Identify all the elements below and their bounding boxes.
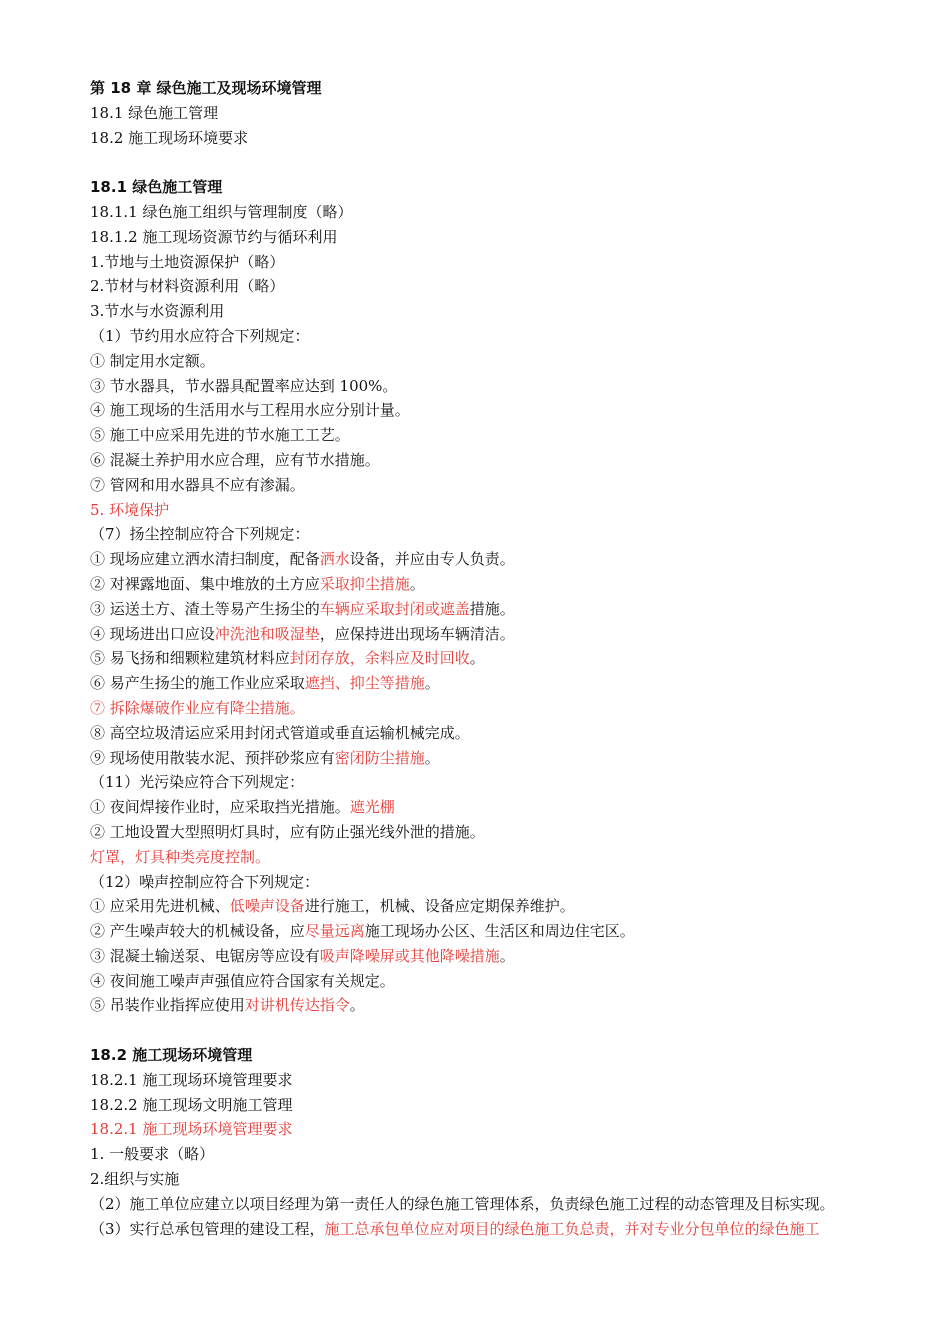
text-segment: 第 18 章 绿色施工及现场环境管理 <box>90 79 322 97</box>
text-segment: 2.节材与材料资源利用（略） <box>90 277 285 296</box>
text-segment: 。 <box>499 946 515 965</box>
text-segment: （7）扬尘控制应符合下列规定： <box>90 525 310 544</box>
text-segment: ② 工地设置大型照明灯具时，应有防止强光线外泄的措施。 <box>90 822 485 841</box>
text-segment: （1）节约用水应符合下列规定： <box>90 326 310 345</box>
text-segment: 18.1 绿色施工管理 <box>90 103 219 122</box>
text-segment: ③ 运送土方、渣土等易产生扬尘的 <box>90 599 320 618</box>
highlighted-text: 车辆应采取封闭或遮盖 <box>319 599 470 618</box>
text-line <box>90 770 890 795</box>
text-line <box>90 1167 890 1192</box>
text-segment: 设备，并应由专人负责。 <box>349 550 515 569</box>
text-segment: ③ 节水器具，节水器具配置率应达到 100%。 <box>90 376 398 395</box>
text-segment: 1.节地与土地资源保护（略） <box>90 252 285 271</box>
text-segment: 施工现场办公区、生活区和周边住宅区。 <box>364 922 635 941</box>
text-line <box>90 919 890 944</box>
text-line <box>90 498 890 523</box>
section-heading <box>90 175 890 200</box>
text-line <box>90 944 890 969</box>
text-line <box>90 547 890 572</box>
text-line <box>90 597 890 622</box>
highlighted-text: 5. 环境保护 <box>90 500 170 519</box>
text-segment: ④ 现场进出口应设 <box>90 624 215 643</box>
text-segment: 18.1 绿色施工管理 <box>90 178 223 197</box>
text-line <box>90 1217 890 1242</box>
text-segment: 18.1.2 施工现场资源节约与循环利用 <box>90 227 338 246</box>
text-line <box>90 646 890 671</box>
text-segment: 18.1.1 绿色施工组织与管理制度（略） <box>90 202 353 221</box>
text-line <box>90 746 890 771</box>
text-line <box>90 696 890 721</box>
text-line <box>90 299 890 324</box>
text-segment: ① 应采用先进机械、 <box>90 897 230 916</box>
text-line <box>90 671 890 696</box>
text-segment: 。 <box>424 674 440 693</box>
text-segment: 。 <box>424 748 440 767</box>
text-line <box>90 225 890 250</box>
text-line <box>90 622 890 647</box>
text-line <box>90 101 890 126</box>
text-line <box>90 993 890 1018</box>
highlighted-text: 低噪声设备 <box>229 897 305 916</box>
text-line <box>90 473 890 498</box>
highlighted-text: 采取抑尘措施 <box>319 574 410 593</box>
highlighted-text: 封闭存放，余料应及时回收 <box>289 649 470 668</box>
text-segment: ⑤ 施工中应采用先进的节水施工工艺。 <box>90 426 350 445</box>
text-line <box>90 1093 890 1118</box>
highlighted-text: 冲洗池和吸湿垫 <box>214 624 320 643</box>
text-segment: ⑧ 高空垃圾清运应采用封闭式管道或垂直运输机械完成。 <box>90 723 470 742</box>
text-segment: ③ 混凝土输送泵、电锯房等应设有 <box>90 946 320 965</box>
text-segment: （3）实行总承包管理的建设工程， <box>90 1219 325 1238</box>
text-segment: ，应保持进出现场车辆清洁。 <box>319 624 515 643</box>
highlighted-text: 遮挡、抑尘等措施 <box>304 674 425 693</box>
text-line <box>90 324 890 349</box>
text-line <box>90 274 890 299</box>
text-line <box>90 1068 890 1093</box>
text-line <box>90 423 890 448</box>
text-segment: ⑨ 现场使用散装水泥、预拌砂浆应有 <box>90 748 335 767</box>
text-line <box>90 894 890 919</box>
text-line <box>90 126 890 151</box>
text-line <box>90 349 890 374</box>
text-segment: ⑤ 吊装作业指挥应使用 <box>90 996 245 1015</box>
highlighted-text: 对讲机传达指令 <box>244 996 350 1015</box>
text-line <box>90 200 890 225</box>
highlighted-text: 吸声降噪屏或其他降噪措施 <box>319 946 500 965</box>
text-segment: 18.2 施工现场环境要求 <box>90 128 249 147</box>
text-segment: ⑥ 混凝土养护用水应合理，应有节水措施。 <box>90 450 380 469</box>
text-line <box>90 448 890 473</box>
text-line <box>90 572 890 597</box>
text-line <box>90 870 890 895</box>
text-segment: 。 <box>349 996 365 1015</box>
highlighted-text: 遮光棚 <box>349 798 395 817</box>
text-segment: （12）噪声控制应符合下列规定： <box>90 872 320 891</box>
text-segment: 。 <box>409 574 425 593</box>
text-segment: 1. 一般要求（略） <box>90 1145 215 1164</box>
text-segment: ⑦ 管网和用水器具不应有渗漏。 <box>90 475 305 494</box>
text-segment: ⑤ 易飞扬和细颗粒建筑材料应 <box>90 649 290 668</box>
highlighted-text: 18.2.1 施工现场环境管理要求 <box>90 1120 293 1139</box>
text-line <box>90 1142 890 1167</box>
text-segment: 2.组织与实施 <box>90 1170 180 1189</box>
highlighted-text: ⑦ 拆除爆破作业应有降尘措施。 <box>90 698 305 717</box>
text-segment: ④ 施工现场的生活用水与工程用水应分别计量。 <box>90 401 410 420</box>
text-segment: 18.2.2 施工现场文明施工管理 <box>90 1095 293 1114</box>
highlighted-text: 密闭防尘措施 <box>334 748 425 767</box>
text-segment: ④ 夜间施工噪声声强值应符合国家有关规定。 <box>90 971 395 990</box>
text-segment: （11）光污染应符合下列规定： <box>90 773 305 792</box>
section-heading <box>90 1043 890 1068</box>
text-line <box>90 820 890 845</box>
text-segment: ① 现场应建立洒水清扫制度，配备 <box>90 550 320 569</box>
highlighted-text: 尽量远离 <box>304 922 365 941</box>
text-segment: ① 夜间焊接作业时，应采取挡光措施。 <box>90 798 350 817</box>
text-line <box>90 522 890 547</box>
text-segment: ⑥ 易产生扬尘的施工作业应采取 <box>90 674 305 693</box>
text-segment: （2）施工单位应建立以项目经理为第一责任人的绿色施工管理体系，负责绿色施工过程的动态管理及目标实现。 <box>90 1194 835 1213</box>
highlighted-text: 灯罩，灯具种类亮度控制。 <box>90 847 271 866</box>
text-segment: 进行施工，机械、设备应定期保养维护。 <box>304 897 575 916</box>
text-segment: ② 对裸露地面、集中堆放的土方应 <box>90 574 320 593</box>
text-segment: 3.节水与水资源利用 <box>90 302 225 321</box>
text-segment: ① 制定用水定额。 <box>90 351 215 370</box>
blank-line <box>90 1018 890 1043</box>
text-line <box>90 1117 890 1142</box>
text-segment: 措施。 <box>469 599 515 618</box>
highlighted-text: 洒水 <box>319 550 350 569</box>
blank-line <box>90 150 890 175</box>
text-segment: 18.2.1 施工现场环境管理要求 <box>90 1070 293 1089</box>
text-segment: ② 产生噪声较大的机械设备，应 <box>90 922 305 941</box>
text-segment: 18.2 施工现场环境管理 <box>90 1046 253 1065</box>
text-line <box>90 374 890 399</box>
highlighted-text: 施工总承包单位应对项目的绿色施工负总责，并对专业分包单位的绿色施工 <box>324 1219 820 1238</box>
text-line <box>90 1192 890 1217</box>
text-line <box>90 250 890 275</box>
document-page <box>90 76 890 1241</box>
text-segment: 。 <box>469 649 485 668</box>
section-heading <box>90 76 890 101</box>
text-line <box>90 795 890 820</box>
text-line <box>90 398 890 423</box>
text-line <box>90 721 890 746</box>
text-line <box>90 845 890 870</box>
text-line <box>90 969 890 994</box>
